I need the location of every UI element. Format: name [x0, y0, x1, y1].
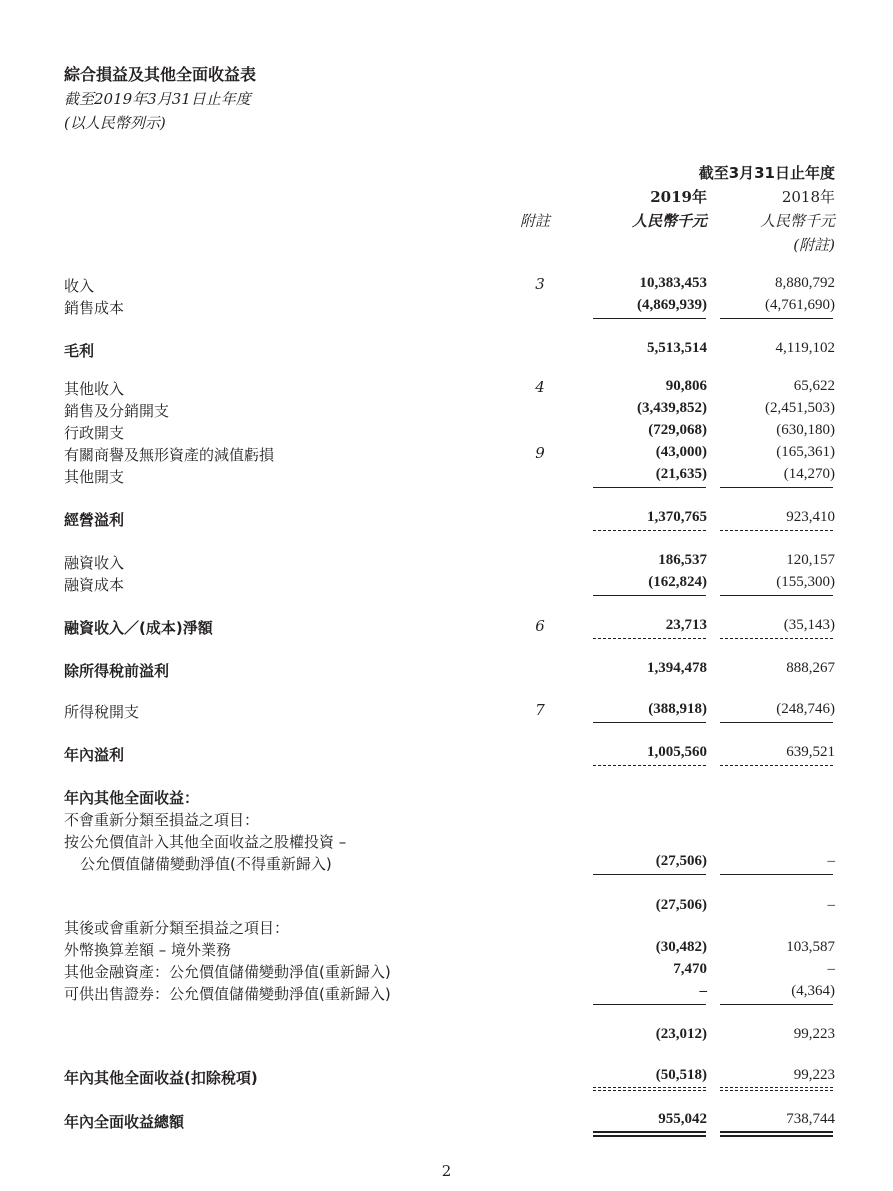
period-subtitle: 截至2019年3月31日止年度: [64, 90, 251, 108]
section-heading: 年內其他全面收益：: [64, 789, 200, 807]
total-label: 年內全面收益總額: [64, 1113, 185, 1131]
row-value-2018: –: [827, 853, 835, 869]
row-value-2019: (162,824): [648, 574, 707, 590]
subtotal-rule: [593, 487, 706, 488]
subtotal-rule: [720, 1004, 833, 1005]
row-label: 年內溢利: [64, 746, 125, 764]
total-value-2019: 955,042: [658, 1111, 707, 1127]
row-value-2018: (4,364): [791, 983, 835, 999]
subtotal-rule: [593, 530, 706, 531]
column-2019-year: 2019年: [650, 188, 707, 206]
row-label: 銷售成本: [64, 299, 125, 317]
row-label: 按公允價值計入其他全面收益之股權投資 –: [64, 833, 347, 851]
subtotal-rule: [720, 765, 833, 766]
row-value-2018: 4,119,102: [775, 340, 835, 356]
subtotal-rule: [720, 595, 833, 596]
row-label: 融資成本: [64, 576, 125, 594]
row-label: 毛利: [64, 342, 95, 360]
subtotal-rule: [720, 638, 833, 639]
total-double-rule: [593, 1131, 706, 1133]
row-value-2018: 888,267: [786, 660, 835, 676]
row-value-2019: 7,470: [673, 961, 707, 977]
subtotal-rule: [593, 1090, 706, 1091]
row-value-2018: (165,361): [776, 444, 835, 460]
row-label: 融資收入／(成本)淨額: [64, 619, 213, 637]
column-2019-unit: 人民幣千元: [631, 212, 707, 230]
subtotal-rule: [593, 874, 706, 875]
row-value-2019: 5,513,514: [647, 340, 707, 356]
row-label: 收入: [64, 277, 95, 295]
subtotal-rule: [720, 530, 833, 531]
subtotal-rule: [593, 595, 706, 596]
row-label: 融資收入: [64, 554, 125, 572]
column-2018-year: 2018年: [781, 188, 835, 206]
row-value-2018: (14,270): [783, 466, 835, 482]
row-label: 年內其他全面收益(扣除稅項): [64, 1069, 258, 1087]
row-value-2019: (27,506): [655, 853, 707, 869]
row-note: 4: [535, 378, 545, 396]
row-value-2018: (2,451,503): [765, 400, 835, 416]
row-value-2018: 120,157: [786, 552, 835, 568]
statement-title: 綜合損益及其他全面收益表: [64, 65, 257, 84]
subtotal-rule: [593, 638, 706, 639]
row-value-2018: 923,410: [786, 509, 835, 525]
row-value-2018: –: [827, 961, 835, 977]
page-number: 2: [441, 1162, 452, 1180]
row-label: 行政開支: [64, 424, 125, 442]
column-group-label: 截至3月31日止年度: [698, 164, 835, 182]
total-double-rule: [593, 1135, 706, 1137]
row-value-2018: 65,622: [793, 378, 835, 394]
row-value-2018: (155,300): [776, 574, 835, 590]
row-value-2018: 99,223: [793, 1067, 835, 1083]
subtotal-value-2018: 99,223: [793, 1026, 835, 1042]
subtotal-value-2018: –: [827, 897, 835, 913]
row-value-2019: 1,005,560: [647, 744, 707, 760]
total-double-rule: [720, 1131, 833, 1133]
subsection-heading: 其後或會重新分類至損益之項目：: [64, 919, 290, 937]
subtotal-rule: [593, 1087, 706, 1088]
column-2018-note: (附註): [793, 236, 835, 254]
row-label: 銷售及分銷開支: [64, 402, 170, 420]
row-note: 7: [535, 701, 545, 719]
row-value-2018: (4,761,690): [765, 297, 835, 313]
row-note: 9: [535, 444, 545, 462]
subtotal-rule: [593, 765, 706, 766]
row-label: 所得稅開支: [64, 703, 140, 721]
row-value-2019: (4,869,939): [637, 297, 707, 313]
subtotal-rule: [720, 487, 833, 488]
subtotal-value-2019: (23,012): [655, 1026, 707, 1042]
row-value-2019: 90,806: [665, 378, 707, 394]
subtotal-value-2019: (27,506): [655, 897, 707, 913]
row-label: 外幣換算差額 – 境外業務: [64, 941, 232, 959]
subtotal-rule: [720, 874, 833, 875]
subtotal-rule: [720, 1090, 833, 1091]
row-value-2018: (35,143): [783, 617, 835, 633]
column-note-label: 附註: [520, 212, 551, 230]
row-value-2018: 639,521: [786, 744, 835, 760]
row-label: 其他收入: [64, 380, 125, 398]
total-double-rule: [720, 1135, 833, 1137]
row-value-2019: (43,000): [655, 444, 707, 460]
row-note: 3: [535, 275, 545, 293]
row-value-2019: (21,635): [655, 466, 707, 482]
row-value-2019: (50,518): [655, 1067, 707, 1083]
row-value-2018: (248,746): [776, 701, 835, 717]
subsection-heading: 不會重新分類至損益之項目：: [64, 811, 260, 829]
subtotal-rule: [593, 318, 706, 319]
column-2018-unit: 人民幣千元: [759, 212, 835, 230]
row-label: 其他金融資產：公允價值儲備變動淨值(重新歸入): [64, 963, 391, 981]
subtotal-rule: [593, 722, 706, 723]
subtotal-rule: [593, 1004, 706, 1005]
row-value-2019: (729,068): [648, 422, 707, 438]
row-value-2019: (388,918): [648, 701, 707, 717]
row-value-2019: –: [699, 983, 707, 999]
subtotal-rule: [720, 722, 833, 723]
row-label: 有關商譽及無形資產的減值虧損: [64, 446, 275, 464]
row-label: 經營溢利: [64, 511, 125, 529]
row-value-2018: 8,880,792: [775, 275, 835, 291]
row-label: 其他開支: [64, 468, 125, 486]
row-value-2019: (3,439,852): [637, 400, 707, 416]
row-note: 6: [535, 617, 545, 635]
total-value-2018: 738,744: [786, 1111, 835, 1127]
row-label: 除所得稅前溢利: [64, 662, 170, 680]
row-value-2019: 23,713: [665, 617, 707, 633]
row-value-2018: 103,587: [786, 939, 835, 955]
row-value-2019: 1,370,765: [647, 509, 707, 525]
row-value-2018: (630,180): [776, 422, 835, 438]
row-value-2019: (30,482): [655, 939, 707, 955]
subtotal-rule: [720, 1087, 833, 1088]
row-label: 公允價值儲備變動淨值(不得重新歸入): [80, 855, 332, 873]
subtotal-rule: [720, 318, 833, 319]
row-label: 可供出售證券：公允價值儲備變動淨值(重新歸入): [64, 985, 391, 1003]
row-value-2019: 1,394,478: [647, 660, 707, 676]
currency-subtitle: (以人民幣列示): [64, 114, 166, 132]
row-value-2019: 186,537: [658, 552, 707, 568]
row-value-2019: 10,383,453: [639, 275, 707, 291]
